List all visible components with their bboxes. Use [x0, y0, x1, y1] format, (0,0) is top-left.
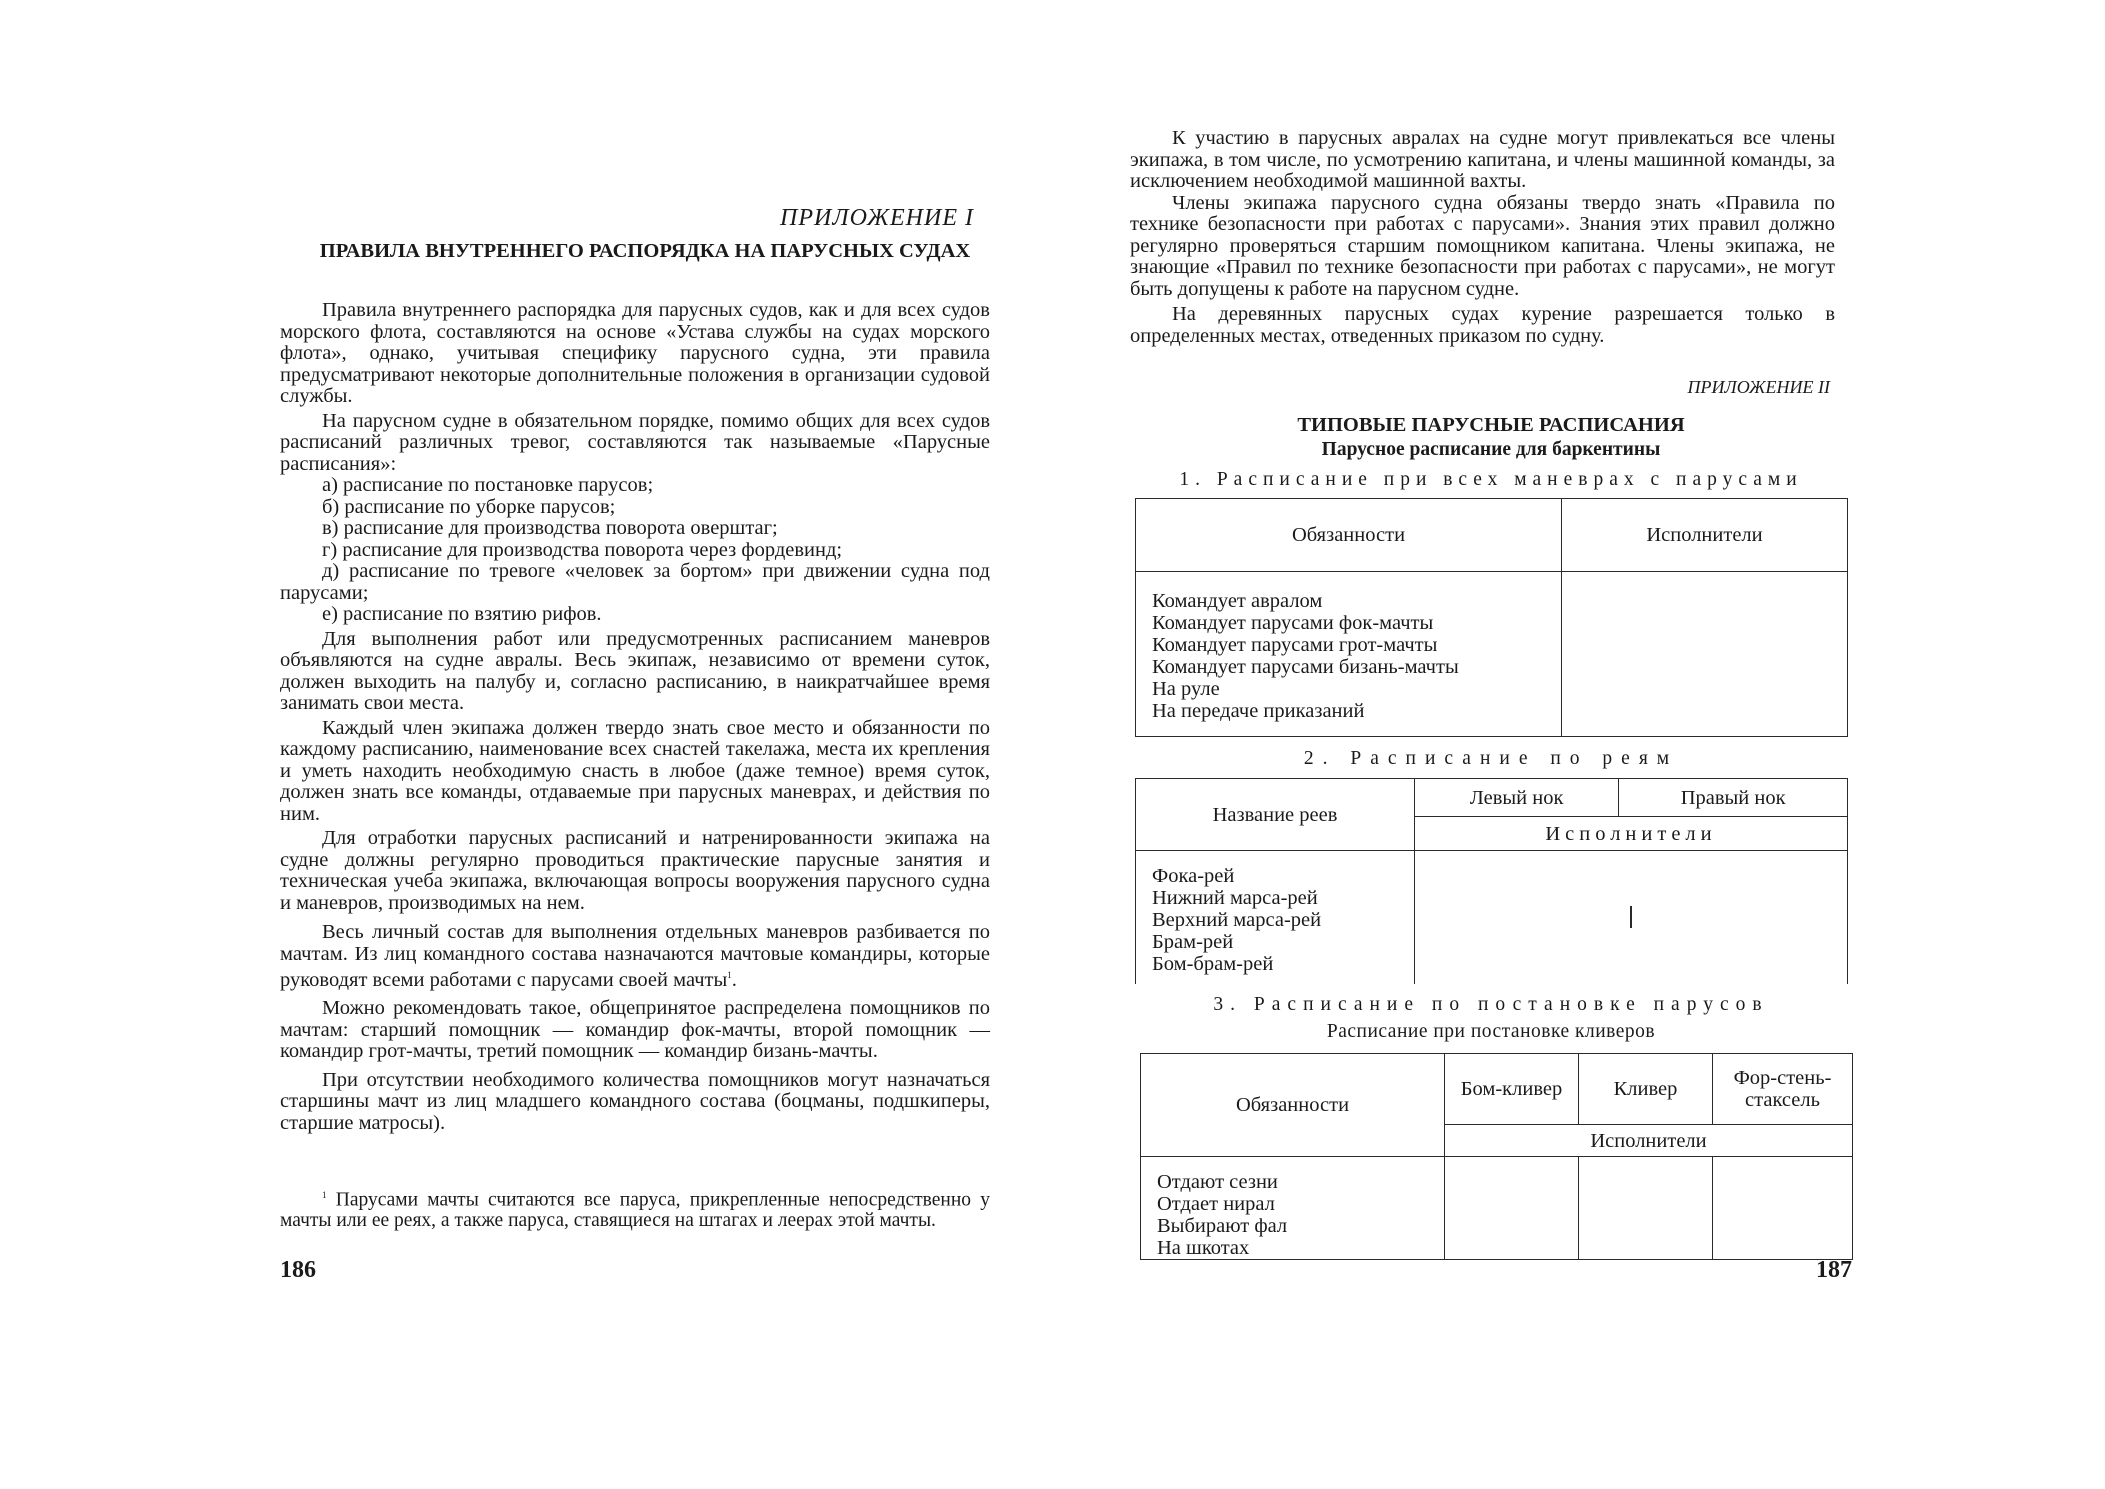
column-header: Обязанности	[1141, 1054, 1445, 1157]
paragraph: Для отработки парусных расписаний и натренированности экипажа на судне должны регулярно проводиться практические парусные занятия и техническая учеба экипажа, включающая вопросы вооружения парусного судна и маневров, производимых на нем.	[280, 827, 990, 914]
paragraph: Для выполнения работ или предусмотренных расписанием маневров объявляются на судне авралы. Весь экипаж, независимо от времени суток, должен выходить на палубу и, согласно расписанию, в наикратчайшее время занимать свои места.	[280, 627, 990, 714]
column-header: Левый нок	[1415, 779, 1619, 817]
column-header: Название реев	[1136, 779, 1415, 851]
column-header: Правый нок	[1619, 779, 1848, 817]
table-row: На руле	[1152, 678, 1220, 700]
executor-cell	[1713, 1157, 1853, 1260]
table-caption: 2. Расписание по реям	[1303, 748, 1679, 769]
column-header: Исполнители	[1562, 499, 1848, 572]
yards-table	[1135, 778, 1848, 984]
table-caption: 1. Расписание при всех маневрах с парусами	[1179, 469, 1803, 490]
table-subcaption: Расписание при постановке кливеров	[1326, 1021, 1656, 1042]
column-header: Исполнители	[1415, 817, 1848, 851]
table-row: Верхний марса-рей	[1152, 909, 1322, 931]
schedules-title: ТИПОВЫЕ ПАРУСНЫЕ РАСПИСАНИЯ	[1297, 414, 1685, 436]
table-caption: 3. Расписание по постановке парусов	[1213, 994, 1769, 1015]
table-row: На передаче приказаний	[1152, 700, 1365, 722]
mast-paragraph-text: Весь личный состав для выполнения отдельных маневров разбивается по мачтам. Из лиц командного состава назначаются мачтовые командиры, которые руководят всеми работами с парусами своей мачты	[280, 921, 990, 991]
column-header: Обязанности	[1136, 499, 1562, 572]
footnote	[280, 1185, 990, 1232]
table-row: Отдают сезни	[1157, 1171, 1278, 1193]
executors-cell	[1562, 572, 1848, 737]
executor-cell	[1445, 1157, 1579, 1260]
table-row: Командует парусами фок-мачты	[1152, 612, 1434, 634]
page-title: ПРАВИЛА ВНУТРЕННЕГО РАСПОРЯДКА НА ПАРУСНЫХ СУДАХ	[319, 240, 971, 262]
schedules-subtitle: Парусное расписание для баркентины	[1321, 439, 1661, 460]
executors-cell	[1415, 851, 1848, 984]
footnote-reference: 1	[727, 970, 732, 980]
paragraph	[280, 922, 990, 991]
column-header: Фор-стень-стаксель	[1713, 1054, 1853, 1125]
footnote-text	[280, 1185, 990, 1232]
mast-paragraph-end: .	[731, 968, 737, 991]
right-page	[1130, 0, 1852, 1300]
page-number: 186	[280, 1257, 316, 1283]
duties-cell	[1136, 572, 1562, 737]
list-item: б) расписание по уборке парусов;	[322, 495, 616, 518]
paragraph: На парусном судне в обязательном порядке, помимо общих для всех судов расписаний различных тревог, составляются так называемые «Парусные расписания»:	[280, 409, 990, 475]
table-row: Брам-рей	[1152, 931, 1234, 953]
table-row: Нижний марса-рей	[1152, 887, 1318, 909]
paragraph: К участию в парусных авралах на судне могут привлекаться все члены экипажа, в том числе, по усмотрению капитана, и члены машинной команды, за исключением необходимой машинной вахты.	[1130, 127, 1835, 192]
list-item: в) расписание для производства поворота оверштаг;	[322, 517, 778, 539]
jibs-table	[1140, 1053, 1853, 1260]
list-item: а) расписание по постановке парусов;	[322, 474, 654, 496]
footnote-body: Парусами мачты считаются все паруса, прикрепленные непосредственно у мачты или ее реях, а также паруса, ставящиеся на штагах и леерах этой мачты.	[280, 1189, 991, 1231]
executor-cell	[1579, 1157, 1713, 1260]
right-body-text	[1130, 128, 1835, 347]
page-number: 187	[1816, 1257, 1852, 1283]
list-item: д) расписание по тревоге «человек за бортом» при движении судна под парусами;	[280, 560, 990, 604]
appendix-label: ПРИЛОЖЕНИЕ I	[780, 205, 974, 231]
paragraph: Можно рекомендовать такое, общепринятое распределена помощников по мачтам: старший помощник — командир фок-мачты, второй помощник — командир грот-мачты, третий помощник — командир бизань-мачты.	[280, 997, 990, 1063]
paragraph: Правила внутреннего распорядка для парусных судов, как и для всех судов морского флота, составляются на основе «Устава службы на судах морского флота», однако, учитывая специфику парусного судна, эти правила предусматривают некоторые дополнительные положения в организации судовой службы.	[280, 299, 990, 407]
table-row: Бом-брам-рей	[1152, 953, 1274, 975]
left-body-text	[280, 300, 990, 1134]
paragraph: Члены экипажа парусного судна обязаны твердо знать «Правила по технике безопасности при работах с парусами». Знания этих правил должно регулярно проверяться старшим помощником капитана. Члены экипажа, не знающие «Правил по технике безопасности при работах с парусами», не могут быть допущены к работе на парусном судне.	[1130, 191, 1835, 300]
duties-cell	[1141, 1157, 1445, 1260]
paragraph: Каждый член экипажа должен твердо знать свое место и обязанности по каждому расписанию, наименование всех снастей такелажа, места их крепления и уметь находить необходимую снасть в любое (даже темное) время суток, должен знать все команды, отдаваемые при парусных маневрах, и действия по ним.	[280, 716, 990, 825]
list-item: е) расписание по взятию рифов.	[322, 603, 602, 625]
appendix-label: ПРИЛОЖЕНИЕ II	[1687, 377, 1830, 397]
yards-cell	[1136, 851, 1415, 984]
footnote-mark: 1	[322, 1190, 327, 1200]
list-item: г) расписание для производства поворота через фордевинд;	[322, 538, 843, 561]
table-row: Командует парусами бизань-мачты	[1152, 656, 1459, 678]
maneuvers-table	[1135, 498, 1848, 737]
table-row: Фока-рей	[1152, 865, 1235, 887]
table-row: Командует авралом	[1152, 590, 1323, 612]
column-divider-stub	[1630, 906, 1632, 928]
left-page	[280, 0, 990, 1300]
paragraph: На деревянных парусных судах курение разрешается только в определенных местах, отведенных приказом по судну.	[1130, 303, 1835, 347]
table-row: Командует парусами грот-мачты	[1152, 634, 1438, 656]
column-header: Бом-кливер	[1445, 1054, 1579, 1125]
table-row: Отдает нирал	[1157, 1193, 1275, 1215]
page-title	[1130, 413, 1852, 462]
paragraph: При отсутствии необходимого количества помощников могут назначаться старшины мачт из лиц младшего командного состава (боцманы, подшкиперы, старшие матросы).	[280, 1068, 990, 1134]
column-header: Исполнители	[1445, 1125, 1853, 1157]
column-header: Кливер	[1579, 1054, 1713, 1125]
table-row: Выбирают фал	[1157, 1215, 1288, 1237]
table-row: На шкотах	[1157, 1237, 1250, 1259]
